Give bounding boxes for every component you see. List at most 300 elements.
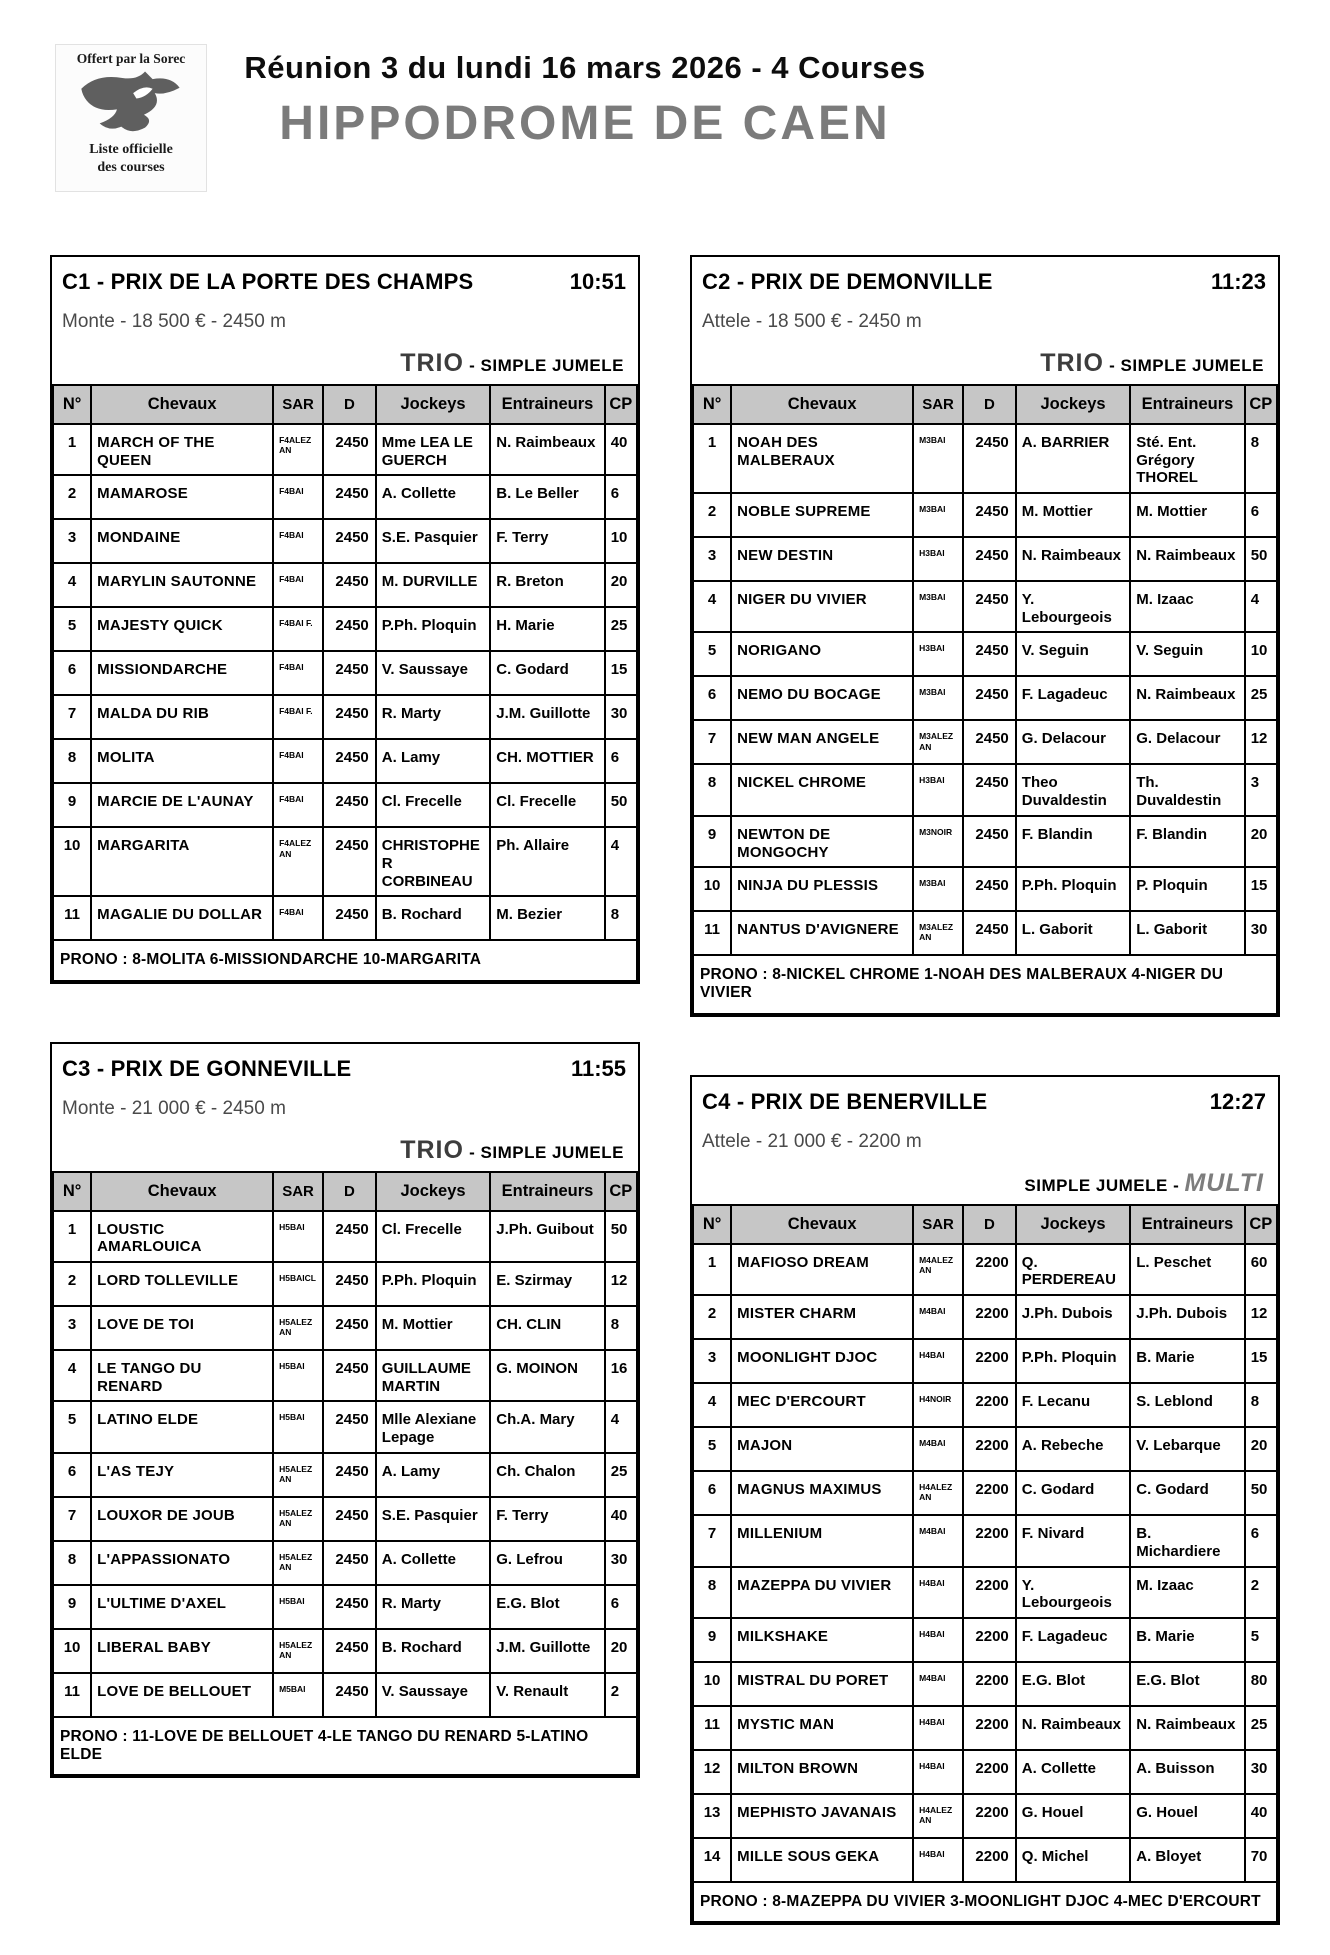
cp-value: 10 — [1245, 632, 1277, 676]
horse-name: NOAH DES MALBERAUX — [731, 424, 913, 493]
jockey-name: Q. Michel — [1016, 1838, 1130, 1882]
runner-number: 10 — [693, 867, 731, 911]
bet-label: - — [1167, 1175, 1185, 1195]
trainer-name: G. Houel — [1130, 1794, 1244, 1838]
column-header-cp: CP — [1245, 385, 1277, 424]
runner-row — [53, 783, 637, 827]
cp-value: 50 — [1245, 1471, 1277, 1515]
sar-code: F4ALEZAN — [273, 827, 323, 896]
runner-number: 1 — [53, 1211, 91, 1262]
distance: 2450 — [323, 1453, 376, 1497]
cp-value: 2 — [605, 1673, 637, 1717]
column-header-n: N° — [693, 385, 731, 424]
bet-label: SIMPLE JUMELE — [480, 356, 624, 375]
race-title: C1 - PRIX DE LA PORTE DES CHAMPS — [62, 269, 474, 294]
distance: 2200 — [963, 1515, 1016, 1566]
jockey-name: S.E. Pasquier — [376, 519, 490, 563]
venue-title: HIPPODROME DE CAEN — [279, 97, 891, 150]
sar-code: M4BAI — [913, 1427, 963, 1471]
bet-label: - — [463, 356, 481, 375]
cp-value: 40 — [1245, 1794, 1277, 1838]
race-conditions: Monte - 18 500 € - 2450 m — [62, 311, 286, 332]
trainer-name: N. Raimbeaux — [1130, 676, 1244, 720]
jockey-name: P.Ph. Ploquin — [1016, 1339, 1130, 1383]
sar-code: M5BAI — [273, 1673, 323, 1717]
horse-name: NICKEL CHROME — [731, 764, 913, 815]
bet-label: - — [1103, 356, 1121, 375]
race-header — [692, 257, 1278, 376]
race-header — [52, 1044, 638, 1163]
distance: 2450 — [323, 1673, 376, 1717]
runner-number: 13 — [693, 1794, 731, 1838]
column-header-row — [693, 1205, 1277, 1244]
trainer-name: A. Bloyet — [1130, 1838, 1244, 1882]
column-header-row — [693, 385, 1277, 424]
runner-row — [693, 632, 1277, 676]
column-header-trainer: Entraineurs — [490, 1172, 604, 1211]
sar-code: M4BAI — [913, 1662, 963, 1706]
trainer-name: M. Izaac — [1130, 581, 1244, 632]
horse-name: MISTRAL DU PORET — [731, 1662, 913, 1706]
distance: 2450 — [323, 607, 376, 651]
sar-code: H4BAI — [913, 1706, 963, 1750]
runner-row — [53, 1629, 637, 1673]
cp-value: 5 — [1245, 1618, 1277, 1662]
jockey-name: G. Delacour — [1016, 720, 1130, 764]
runner-number: 4 — [693, 1383, 731, 1427]
column-header-row — [53, 385, 637, 424]
horse-name: MARYLIN SAUTONNE — [91, 563, 273, 607]
bet-label: SIMPLE JUMELE — [480, 1142, 624, 1162]
runner-number: 4 — [53, 1350, 91, 1401]
sar-code: M4BAI — [913, 1295, 963, 1339]
runner-row — [693, 581, 1277, 632]
column-header-horse: Chevaux — [91, 1172, 273, 1211]
bet-label: TRIO — [400, 349, 464, 377]
runner-row — [693, 1295, 1277, 1339]
distance: 2200 — [963, 1838, 1016, 1882]
jockey-name: Y. Lebourgeois — [1016, 581, 1130, 632]
sar-code: F4BAI — [273, 563, 323, 607]
prono-row — [53, 940, 637, 980]
sar-code: H5ALEZAN — [273, 1629, 323, 1673]
column-header-d: D — [323, 1172, 376, 1211]
cp-value: 25 — [1245, 676, 1277, 720]
trainer-name: Ch.A. Mary — [490, 1401, 604, 1452]
trainer-name: F. Blandin — [1130, 816, 1244, 867]
jockey-name: L. Gaborit — [1016, 911, 1130, 955]
jockey-name: J.Ph. Dubois — [1016, 1295, 1130, 1339]
distance: 2450 — [963, 424, 1016, 493]
trainer-name: G. MOINON — [490, 1350, 604, 1401]
horse-name: LOUXOR DE JOUB — [91, 1497, 273, 1541]
cp-value: 6 — [605, 475, 637, 519]
runner-number: 2 — [53, 475, 91, 519]
cp-value: 6 — [605, 1585, 637, 1629]
horse-name: NEW MAN ANGELE — [731, 720, 913, 764]
runner-number: 11 — [53, 1673, 91, 1717]
race-conditions: Attele - 18 500 € - 2450 m — [702, 311, 922, 332]
column-header-n: N° — [693, 1205, 731, 1244]
trainer-name: C. Godard — [490, 651, 604, 695]
jockey-name: M. DURVILLE — [376, 563, 490, 607]
horse-icon — [77, 69, 185, 141]
race-title-row — [702, 1089, 1266, 1115]
distance: 2450 — [963, 720, 1016, 764]
jockey-name: Y. Lebourgeois — [1016, 1567, 1130, 1618]
cp-value: 16 — [605, 1350, 637, 1401]
runner-number: 11 — [693, 1706, 731, 1750]
runner-row — [53, 607, 637, 651]
race-title-row — [702, 269, 1266, 295]
distance: 2200 — [963, 1383, 1016, 1427]
runner-number: 7 — [693, 1515, 731, 1566]
trainer-name: N. Raimbeaux — [490, 424, 604, 475]
distance: 2450 — [323, 827, 376, 896]
jockey-name: A. Collette — [376, 475, 490, 519]
horse-name: LORD TOLLEVILLE — [91, 1262, 273, 1306]
runner-number: 2 — [693, 1295, 731, 1339]
horse-name: MILTON BROWN — [731, 1750, 913, 1794]
column-header-sar: SAR — [913, 385, 963, 424]
cp-value: 25 — [605, 607, 637, 651]
trainer-name: Ch. Chalon — [490, 1453, 604, 1497]
horse-name: MARCIE DE L'AUNAY — [91, 783, 273, 827]
jockey-name: P.Ph. Ploquin — [1016, 867, 1130, 911]
sar-code: H4BAI — [913, 1750, 963, 1794]
runner-number: 14 — [693, 1838, 731, 1882]
jockey-name: V. Saussaye — [376, 1673, 490, 1717]
runner-row — [693, 1339, 1277, 1383]
bet-label: TRIO — [400, 1135, 464, 1164]
horse-name: NORIGANO — [731, 632, 913, 676]
runner-number: 1 — [693, 424, 731, 493]
column-header-horse: Chevaux — [91, 385, 273, 424]
cp-value: 80 — [1245, 1662, 1277, 1706]
bet-label: - — [463, 1142, 481, 1162]
horse-name: LOVE DE TOI — [91, 1306, 273, 1350]
horse-name: MOONLIGHT DJOC — [731, 1339, 913, 1383]
sorec-logo — [55, 44, 207, 192]
distance: 2450 — [963, 632, 1016, 676]
column-header-jockey: Jockeys — [376, 385, 490, 424]
cp-value: 15 — [1245, 867, 1277, 911]
trainer-name: Cl. Frecelle — [490, 783, 604, 827]
horse-name: NEWTON DE MONGOCHY — [731, 816, 913, 867]
race-card-c1 — [50, 255, 640, 984]
runner-row — [53, 1497, 637, 1541]
distance: 2450 — [323, 475, 376, 519]
logo-caption-bottom-2: des courses — [97, 159, 165, 175]
sar-code: H3BAI — [913, 764, 963, 815]
runner-number: 9 — [53, 783, 91, 827]
trainer-name: P. Ploquin — [1130, 867, 1244, 911]
race-bets-line — [62, 1135, 624, 1164]
horse-name: LOUSTIC AMARLOUICA — [91, 1211, 273, 1262]
sar-code: M3BAI — [913, 493, 963, 537]
race-conditions: Attele - 21 000 € - 2200 m — [702, 1130, 922, 1152]
runners-table — [52, 1171, 638, 1777]
runner-row — [693, 764, 1277, 815]
distance: 2450 — [963, 676, 1016, 720]
runner-number: 9 — [693, 1618, 731, 1662]
column-header-trainer: Entraineurs — [1130, 1205, 1244, 1244]
jockey-name: A. Collette — [376, 1541, 490, 1585]
horse-name: LE TANGO DU RENARD — [91, 1350, 273, 1401]
runner-row — [693, 1618, 1277, 1662]
distance: 2450 — [963, 537, 1016, 581]
trainer-name: B. Michardiere — [1130, 1515, 1244, 1566]
horse-name: MONDAINE — [91, 519, 273, 563]
cp-value: 12 — [1245, 720, 1277, 764]
cp-value: 8 — [1245, 424, 1277, 493]
cp-value: 20 — [605, 563, 637, 607]
race-time: 11:23 — [1210, 269, 1266, 294]
sar-code: H4BAI — [913, 1339, 963, 1383]
runner-row — [53, 519, 637, 563]
runner-number: 8 — [53, 1541, 91, 1585]
cp-value: 4 — [605, 827, 637, 896]
runner-number: 8 — [53, 739, 91, 783]
jockey-name: R. Marty — [376, 1585, 490, 1629]
jockey-name: Mme LEA LE GUERCH — [376, 424, 490, 475]
runner-number: 5 — [693, 1427, 731, 1471]
sar-code: M3BAI — [913, 676, 963, 720]
column-header-jockey: Jockeys — [1016, 1205, 1130, 1244]
runner-number: 11 — [53, 896, 91, 940]
distance: 2200 — [963, 1618, 1016, 1662]
logo-caption-top: Offert par la Sorec — [76, 51, 186, 66]
distance: 2450 — [963, 911, 1016, 955]
cp-value: 30 — [605, 1541, 637, 1585]
column-header-jockey: Jockeys — [376, 1172, 490, 1211]
runner-number: 5 — [53, 607, 91, 651]
prono-row — [693, 955, 1277, 1014]
races-col-right — [690, 255, 1280, 1925]
runner-row — [693, 1750, 1277, 1794]
race-title-row — [62, 269, 626, 295]
header-titles — [50, 42, 1120, 151]
runner-number: 8 — [693, 764, 731, 815]
horse-name: L'ULTIME D'AXEL — [91, 1585, 273, 1629]
runner-row — [53, 1453, 637, 1497]
distance: 2200 — [963, 1244, 1016, 1295]
horse-name: NANTUS D'AVIGNERE — [731, 911, 913, 955]
runner-row — [53, 1585, 637, 1629]
trainer-name: B. Le Beller — [490, 475, 604, 519]
cp-value: 2 — [1245, 1567, 1277, 1618]
horse-name: NEMO DU BOCAGE — [731, 676, 913, 720]
jockey-name: S.E. Pasquier — [376, 1497, 490, 1541]
column-header-d: D — [963, 385, 1016, 424]
jockey-name: F. Lecanu — [1016, 1383, 1130, 1427]
race-bets-line — [702, 1168, 1264, 1197]
runners-table — [692, 384, 1278, 1015]
jockey-name: M. Mottier — [376, 1306, 490, 1350]
sar-code: H4ALEZAN — [913, 1471, 963, 1515]
jockey-name: Cl. Frecelle — [376, 1211, 490, 1262]
cp-value: 8 — [1245, 1383, 1277, 1427]
runner-row — [53, 896, 637, 940]
jockey-name: C. Godard — [1016, 1471, 1130, 1515]
runner-number: 2 — [53, 1262, 91, 1306]
runner-row — [53, 739, 637, 783]
prono-text: PRONO : 11-LOVE DE BELLOUET 4-LE TANGO DU RENARD 5-LATINO ELDE — [53, 1717, 637, 1776]
sar-code: M3ALEZAN — [913, 911, 963, 955]
cp-value: 70 — [1245, 1838, 1277, 1882]
distance: 2450 — [323, 783, 376, 827]
trainer-name: N. Raimbeaux — [1130, 1706, 1244, 1750]
runner-number: 7 — [693, 720, 731, 764]
trainer-name: B. Marie — [1130, 1618, 1244, 1662]
cp-value: 50 — [1245, 537, 1277, 581]
column-header-cp: CP — [605, 385, 637, 424]
runner-number: 3 — [53, 1306, 91, 1350]
sar-code: M3ALEZAN — [913, 720, 963, 764]
race-title: C2 - PRIX DE DEMONVILLE — [702, 269, 993, 294]
runner-number: 8 — [693, 1567, 731, 1618]
horse-name: MOLITA — [91, 739, 273, 783]
horse-name: MALDA DU RIB — [91, 695, 273, 739]
distance: 2200 — [963, 1750, 1016, 1794]
horse-name: NEW DESTIN — [731, 537, 913, 581]
trainer-name: Th. Duvaldestin — [1130, 764, 1244, 815]
sar-code: H5ALEZAN — [273, 1541, 323, 1585]
distance: 2450 — [323, 1585, 376, 1629]
distance: 2450 — [963, 816, 1016, 867]
sar-code: H5BAI — [273, 1401, 323, 1452]
horse-name: L'AS TEJY — [91, 1453, 273, 1497]
cp-value: 20 — [1245, 1427, 1277, 1471]
trainer-name: J.Ph. Guibout — [490, 1211, 604, 1262]
runners-table — [52, 384, 638, 982]
sar-code: F4BAI — [273, 783, 323, 827]
distance: 2450 — [323, 695, 376, 739]
trainer-name: R. Breton — [490, 563, 604, 607]
race-card-c2 — [690, 255, 1280, 1017]
runner-number: 3 — [53, 519, 91, 563]
sar-code: H5ALEZAN — [273, 1497, 323, 1541]
jockey-name: E.G. Blot — [1016, 1662, 1130, 1706]
column-header-row — [53, 1172, 637, 1211]
runner-row — [693, 1838, 1277, 1882]
distance: 2200 — [963, 1471, 1016, 1515]
sar-code: H5ALEZAN — [273, 1306, 323, 1350]
runner-row — [53, 424, 637, 475]
trainer-name: Sté. Ent. Grégory THOREL — [1130, 424, 1244, 493]
distance: 2450 — [323, 1497, 376, 1541]
jockey-name: A. BARRIER — [1016, 424, 1130, 493]
distance: 2450 — [963, 867, 1016, 911]
horse-name: MAMAROSE — [91, 475, 273, 519]
runner-number: 9 — [693, 816, 731, 867]
trainer-name: M. Mottier — [1130, 493, 1244, 537]
jockey-name: A. Collette — [1016, 1750, 1130, 1794]
race-bets-line — [702, 351, 1264, 376]
cp-value: 4 — [1245, 581, 1277, 632]
runner-number: 2 — [693, 493, 731, 537]
trainer-name: E.G. Blot — [1130, 1662, 1244, 1706]
trainer-name: V. Lebarque — [1130, 1427, 1244, 1471]
distance: 2450 — [963, 581, 1016, 632]
column-header-cp: CP — [605, 1172, 637, 1211]
runner-row — [693, 1427, 1277, 1471]
distance: 2450 — [963, 493, 1016, 537]
jockey-name: F. Nivard — [1016, 1515, 1130, 1566]
horse-name: MISTER CHARM — [731, 1295, 913, 1339]
trainer-name: J.M. Guillotte — [490, 695, 604, 739]
trainer-name: L. Peschet — [1130, 1244, 1244, 1295]
runner-row — [693, 816, 1277, 867]
runner-row — [693, 1662, 1277, 1706]
sar-code: F4BAI F. — [273, 695, 323, 739]
cp-value: 60 — [1245, 1244, 1277, 1295]
horse-name: LOVE DE BELLOUET — [91, 1673, 273, 1717]
trainer-name: H. Marie — [490, 607, 604, 651]
distance: 2200 — [963, 1567, 1016, 1618]
cp-value: 20 — [1245, 816, 1277, 867]
column-header-sar: SAR — [273, 1172, 323, 1211]
sar-code: F4ALEZAN — [273, 424, 323, 475]
jockey-name: V. Seguin — [1016, 632, 1130, 676]
distance: 2450 — [323, 1211, 376, 1262]
sar-code: F4BAI — [273, 651, 323, 695]
trainer-name: S. Leblond — [1130, 1383, 1244, 1427]
race-card-c3 — [50, 1042, 640, 1779]
races-grid — [50, 255, 1280, 1925]
jockey-name: P.Ph. Ploquin — [376, 607, 490, 651]
cp-value: 40 — [605, 1497, 637, 1541]
cp-value: 50 — [605, 783, 637, 827]
sar-code: M3BAI — [913, 581, 963, 632]
horse-name: L'APPASSIONATO — [91, 1541, 273, 1585]
jockey-name: F. Lagadeuc — [1016, 676, 1130, 720]
runner-number: 6 — [693, 1471, 731, 1515]
trainer-name: E.G. Blot — [490, 1585, 604, 1629]
sar-code: H5BAI — [273, 1350, 323, 1401]
column-header-sar: SAR — [913, 1205, 963, 1244]
trainer-name: M. Bezier — [490, 896, 604, 940]
distance: 2450 — [323, 896, 376, 940]
runner-row — [53, 1541, 637, 1585]
cp-value: 40 — [605, 424, 637, 475]
distance: 2450 — [323, 739, 376, 783]
sar-code: H4BAI — [913, 1618, 963, 1662]
sar-code: H4NOIR — [913, 1383, 963, 1427]
runner-row — [693, 911, 1277, 955]
trainer-name: G. Delacour — [1130, 720, 1244, 764]
runner-row — [53, 1350, 637, 1401]
runner-row — [53, 1306, 637, 1350]
horse-name: MAJESTY QUICK — [91, 607, 273, 651]
horse-name: MISSIONDARCHE — [91, 651, 273, 695]
runner-number: 6 — [693, 676, 731, 720]
sar-code: F4BAI — [273, 475, 323, 519]
sar-code: M4ALEZAN — [913, 1244, 963, 1295]
column-header-d: D — [323, 385, 376, 424]
trainer-name: A. Buisson — [1130, 1750, 1244, 1794]
sar-code: H4BAI — [913, 1567, 963, 1618]
jockey-name: N. Raimbeaux — [1016, 537, 1130, 581]
runner-row — [693, 1471, 1277, 1515]
sar-code: H5ALEZAN — [273, 1453, 323, 1497]
horse-name: MILLENIUM — [731, 1515, 913, 1566]
cp-value: 3 — [1245, 764, 1277, 815]
cp-value: 25 — [605, 1453, 637, 1497]
distance: 2450 — [323, 563, 376, 607]
cp-value: 50 — [605, 1211, 637, 1262]
column-header-sar: SAR — [273, 385, 323, 424]
